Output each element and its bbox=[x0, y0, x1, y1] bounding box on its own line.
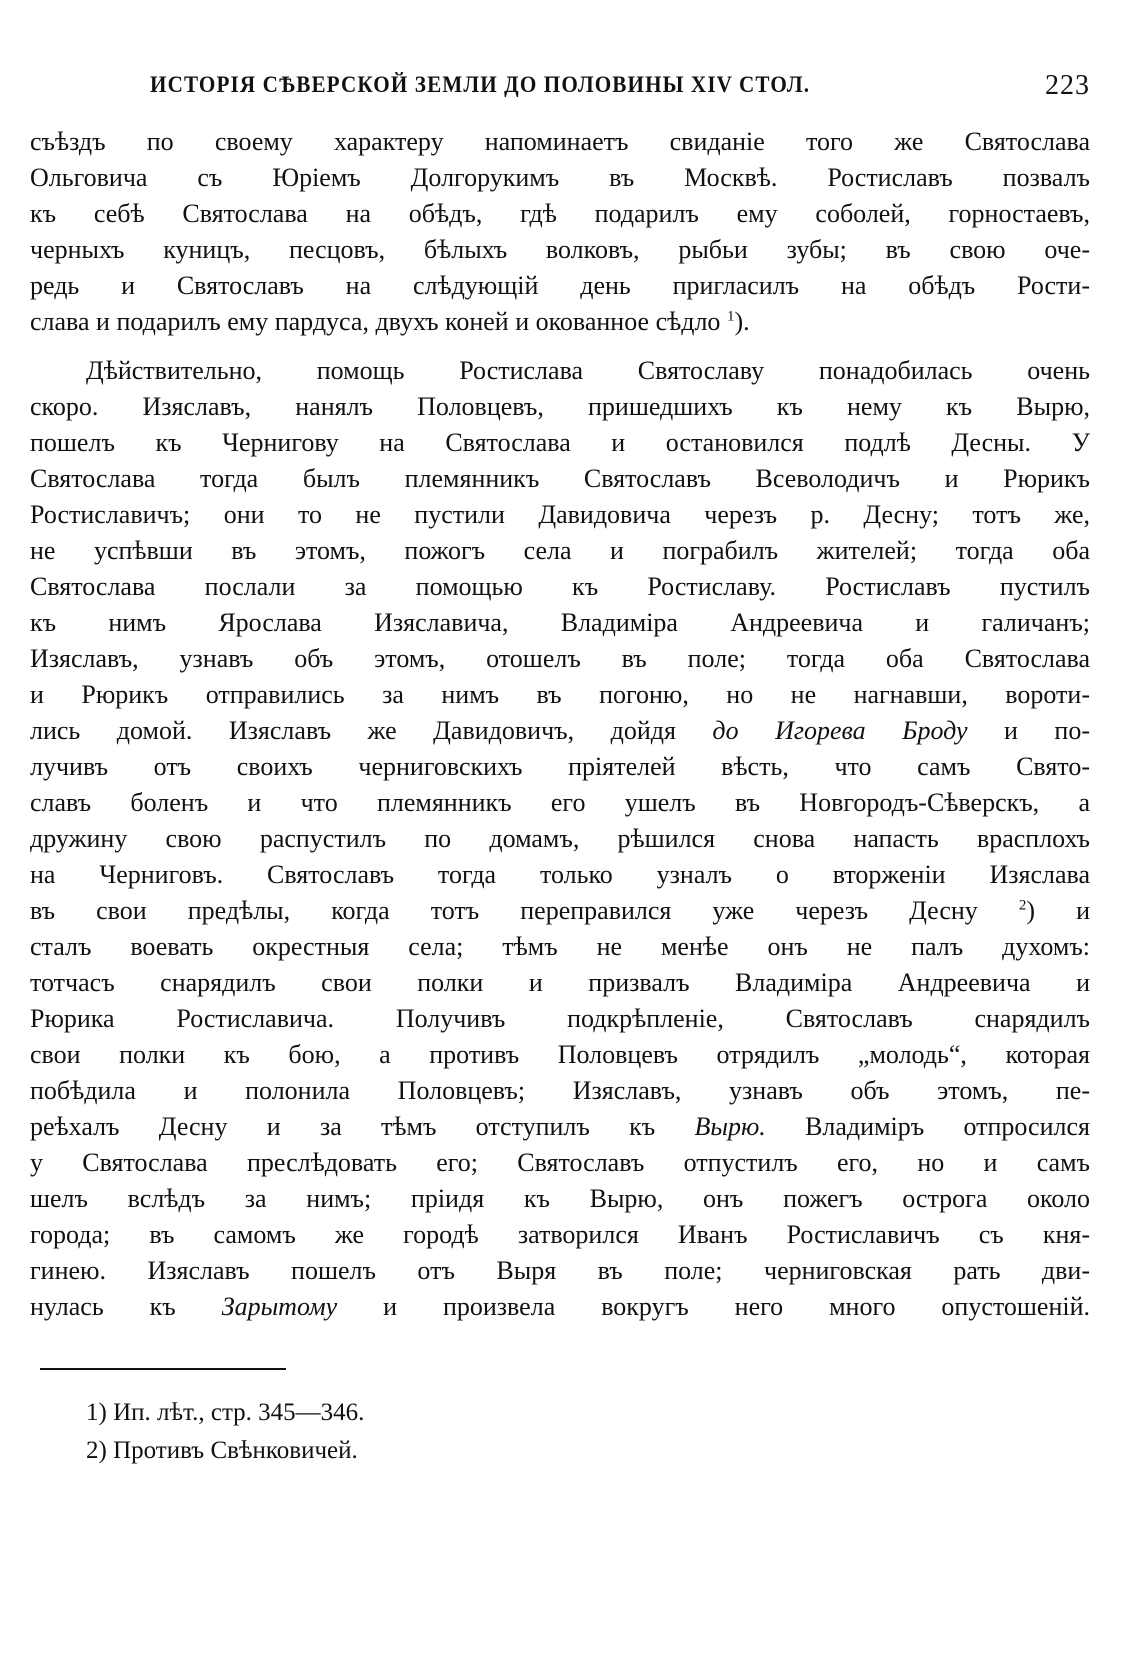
book-page bbox=[30, 0, 1110, 1665]
text-segment: нулась къ bbox=[30, 1292, 176, 1321]
text-line: шелъ вслѣдъ за нимъ; пріидя къ Вырю, онъ пожегъ острога около bbox=[30, 1184, 1090, 1213]
text-segment: и произвела вокругъ него много опустошеній. bbox=[383, 1292, 1090, 1321]
body-text bbox=[30, 124, 1090, 1325]
paragraph-gap bbox=[30, 340, 1090, 353]
text-segment: и bbox=[1076, 896, 1090, 925]
text-line: на Черниговъ. Святославъ тогда только узналъ о вторженіи Изяслава bbox=[30, 860, 1090, 889]
text-line: Дѣйствительно, помощь Ростислава Святославу понадобилась очень bbox=[86, 356, 1090, 385]
text-segment: реѣхалъ Десну и за тѣмъ отступилъ къ bbox=[30, 1112, 656, 1141]
text-line bbox=[30, 304, 1090, 340]
text-line: побѣдила и полонила Половцевъ; Изяславъ, узнавъ объ этомъ, пе- bbox=[30, 1076, 1090, 1105]
footnote-divider bbox=[40, 1368, 286, 1370]
text-line: въ свои предѣлы, когда тотъ переправился уже черезъ Десну $^2$) и bbox=[30, 896, 1090, 925]
text-line: Рюрика Ростиславича. Получивъ подкрѣпленіе, Святославъ снарядилъ bbox=[30, 1004, 1090, 1033]
footnote-ref: 1 bbox=[726, 308, 735, 325]
text-segment: въ свои предѣлы, когда тотъ переправился уже черезъ Десну bbox=[30, 896, 978, 925]
running-head bbox=[30, 66, 1090, 106]
text-line: славъ боленъ и что племянникъ его ушелъ въ Новгородъ-Сѣверскъ, а bbox=[30, 788, 1090, 817]
text-line: Ольговича съ Юріемъ Долгорукимъ въ Москвѣ. Ростиславъ позвалъ bbox=[30, 163, 1090, 192]
text-segment: лись домой. Изяславъ же Давидовичъ, дойдя bbox=[30, 716, 676, 745]
text-line: Ростиславичъ; они то не пустили Давидовича черезъ р. Десну; тотъ же, bbox=[30, 500, 1090, 529]
text-line: и Рюрикъ отправились за нимъ въ погоню, но не нагнавши, вороти- bbox=[30, 680, 1090, 709]
text-line: не успѣвши въ этомъ, пожогъ села и пограбилъ жителей; тогда оба bbox=[30, 536, 1090, 565]
text-line: съѣздъ по своему характеру напоминаетъ свиданіе того же Святослава bbox=[30, 127, 1090, 156]
text-line: къ себѣ Святослава на обѣдъ, гдѣ подарилъ ему соболей, горностаевъ, bbox=[30, 199, 1090, 228]
text-line bbox=[30, 713, 1090, 749]
text-line: у Святослава преслѣдовать его; Святославъ отпустилъ его, но и самъ bbox=[30, 1148, 1090, 1177]
text-line: скоро. Изяславъ, нанялъ Половцевъ, пришедшихъ къ нему къ Вырю, bbox=[30, 392, 1090, 421]
text-line: Изяславъ, узнавъ объ этомъ, отошелъ въ поле; тогда оба Святослава bbox=[30, 644, 1090, 673]
text-segment: ). bbox=[734, 307, 750, 336]
footnote-ref: 2 bbox=[1018, 897, 1027, 914]
running-title: ИСТОРІЯ СѢВЕРСКОЙ ЗЕМЛИ ДО ПОЛОВИНЫ XIV СТОЛ. bbox=[150, 72, 811, 97]
text-line: Святослава тогда былъ племянникъ Святославъ Всеволодичъ и Рюрикъ bbox=[30, 464, 1090, 493]
text-segment: слава и подарилъ ему пардуса, двухъ коней и окованное сѣдло bbox=[30, 307, 721, 336]
text-line: дружину свою распустилъ по домамъ, рѣшился снова напасть врасплохъ bbox=[30, 824, 1090, 853]
text-line: тотчасъ снарядилъ свои полки и призвалъ Владиміра Андреевича и bbox=[30, 968, 1090, 997]
text-line: города; въ самомъ же городѣ затворился Иванъ Ростиславичъ съ кня- bbox=[30, 1220, 1090, 1249]
text-segment: Владиміръ отпросился bbox=[805, 1112, 1090, 1141]
text-line: Святослава послали за помощью къ Ростиславу. Ростиславъ пустилъ bbox=[30, 572, 1090, 601]
footnotes bbox=[86, 1394, 986, 1470]
text-segment: и по- bbox=[1004, 716, 1090, 745]
footnote-item bbox=[86, 1432, 986, 1470]
text-line: свои полки къ бою, а противъ Половцевъ отрядилъ „молодь“, которая bbox=[30, 1040, 1090, 1069]
footnote-item bbox=[86, 1394, 986, 1432]
place-name: Зарытому bbox=[221, 1292, 338, 1321]
footnote-mark: 1) bbox=[86, 1399, 107, 1426]
text-line: гинею. Изяславъ пошелъ отъ Выря въ поле; черниговская рать дви- bbox=[30, 1256, 1090, 1285]
place-name: до Игорева Броду bbox=[712, 716, 968, 745]
text-line: пошелъ къ Чернигову на Святослава и остановился подлѣ Десны. У bbox=[30, 428, 1090, 457]
footnote-text: Противъ Свѣнковичей. bbox=[113, 1437, 358, 1464]
text-line bbox=[30, 1109, 1090, 1145]
text-line: лучивъ отъ своихъ черниговскихъ пріятелей вѣсть, что самъ Свято- bbox=[30, 752, 1090, 781]
text-line: сталъ воевать окрестныя села; тѣмъ не менѣе онъ не палъ духомъ: bbox=[30, 932, 1090, 961]
text-line: редь и Святославъ на слѣдующій день пригласилъ на обѣдъ Рости- bbox=[30, 271, 1090, 300]
text-line bbox=[30, 1289, 1090, 1325]
place-name: Вырю. bbox=[694, 1112, 766, 1141]
text-line: черныхъ куницъ, песцовъ, бѣлыхъ волковъ, рыбьи зубы; въ свою оче- bbox=[30, 235, 1090, 264]
footnote-text: Ип. лѣт., стр. 345—346. bbox=[113, 1399, 365, 1426]
page-number: 223 bbox=[1045, 70, 1090, 101]
text-line: къ нимъ Ярослава Изяславича, Владиміра Андреевича и галичанъ; bbox=[30, 608, 1090, 637]
footnote-mark: 2) bbox=[86, 1437, 107, 1464]
